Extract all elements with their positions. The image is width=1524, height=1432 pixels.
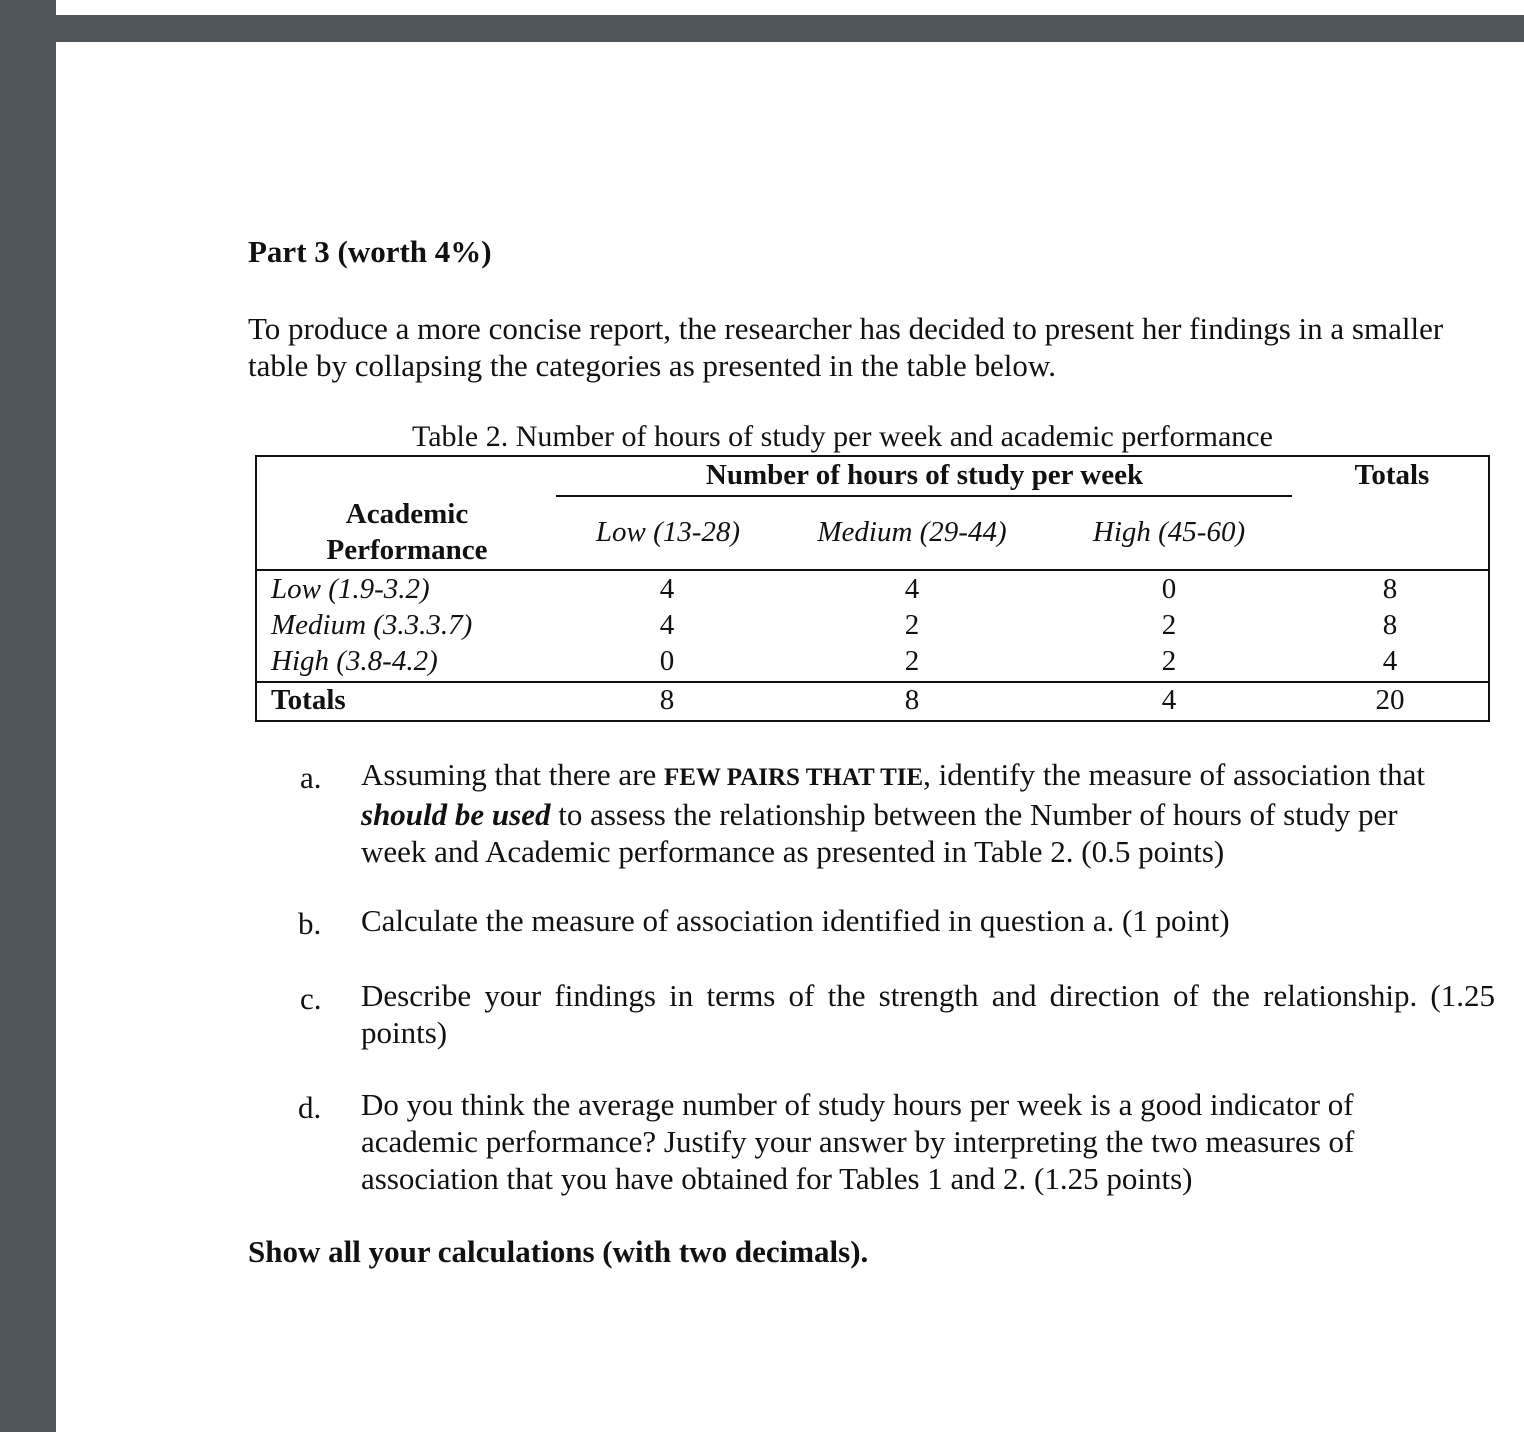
table-cell: 0: [659, 645, 675, 677]
column-header-high: High (45-60): [1092, 516, 1246, 548]
column-header-medium: Medium (29-44): [817, 516, 1007, 548]
row-total: 8: [1382, 573, 1398, 605]
table-cell: 2: [1161, 645, 1177, 677]
document-page: [56, 42, 1524, 1432]
group-header: Number of hours of study per week: [705, 459, 1144, 491]
totals-row-label: Totals: [271, 684, 346, 716]
question-c-label: c.: [300, 981, 322, 1016]
part-title: Part 3 (worth 4%): [248, 234, 492, 269]
row-header-line-1: Academic: [345, 498, 469, 530]
question-d: [361, 1086, 1354, 1197]
question-c: [361, 977, 1495, 1051]
question-a-text: , identify the measure of association that: [923, 757, 1426, 792]
table-cell: 2: [1161, 609, 1177, 641]
intro-line-2: table by collapsing the categories as presented in the table below.: [248, 348, 1057, 383]
question-a-line-3: week and Academic performance as presented in Table 2. (0.5 points): [361, 834, 1225, 869]
totals-column-header: Totals: [1354, 459, 1430, 491]
question-d-label: d.: [298, 1090, 322, 1125]
row-label: High (3.8-4.2): [271, 645, 438, 677]
intro-line-1: To produce a more concise report, the researcher has decided to present her findings in a smaller: [248, 311, 1444, 346]
question-a-label: a.: [300, 760, 322, 795]
row-label: Low (1.9-3.2): [271, 573, 430, 605]
contingency-table: [255, 455, 1490, 722]
row-total: 4: [1382, 645, 1398, 677]
group-header-underline: [556, 495, 1292, 497]
row-total: 8: [1382, 609, 1398, 641]
header-divider: [257, 569, 1488, 571]
table-cell: 2: [904, 609, 920, 641]
table-cell: 4: [904, 573, 920, 605]
question-d-line-2: academic performance? Justify your answer by interpreting the two measures of: [361, 1124, 1355, 1159]
question-a-text: to assess the relationship between the Number of hours of study per: [550, 797, 1398, 832]
row-header-line-2: Performance: [326, 534, 488, 566]
question-a-emphasis: FEW PAIRS THAT TIE: [664, 764, 924, 791]
intro-paragraph: [248, 310, 1443, 384]
question-d-line-3: association that you have obtained for Tables 1 and 2. (1.25 points): [361, 1161, 1193, 1196]
table-cell: 4: [659, 609, 675, 641]
question-b-label: b.: [298, 906, 322, 941]
footer-note: Show all your calculations (with two decimals).: [248, 1234, 869, 1269]
question-a-text: Assuming that there are: [361, 757, 665, 792]
previous-page-edge: [56, 0, 1524, 15]
column-total: 8: [904, 684, 920, 716]
table-caption: Table 2. Number of hours of study per week and academic performance: [412, 420, 1273, 453]
totals-divider: [257, 681, 1488, 683]
question-a-line-2: [361, 796, 1425, 833]
table-cell: 2: [904, 645, 920, 677]
question-a: [361, 756, 1425, 870]
row-label: Medium (3.3.3.7): [271, 609, 473, 641]
question-a-line-1: [361, 756, 1425, 796]
question-c-line-1: Describe your findings in terms of the strength and direction of the relationship. (1.25: [361, 978, 1495, 1013]
table-cell: 4: [659, 573, 675, 605]
question-d-line-1: Do you think the average number of study hours per week is a good indicator of: [361, 1087, 1354, 1122]
table-cell: 0: [1161, 573, 1177, 605]
question-c-line-2: points): [361, 1015, 448, 1050]
question-a-emphasis: should be used: [361, 797, 551, 832]
grand-total: 20: [1375, 684, 1405, 716]
column-total: 4: [1161, 684, 1177, 716]
column-header-low: Low (13-28): [595, 516, 741, 548]
column-total: 8: [659, 684, 675, 716]
question-b: Calculate the measure of association identified in question a. (1 point): [361, 903, 1230, 938]
